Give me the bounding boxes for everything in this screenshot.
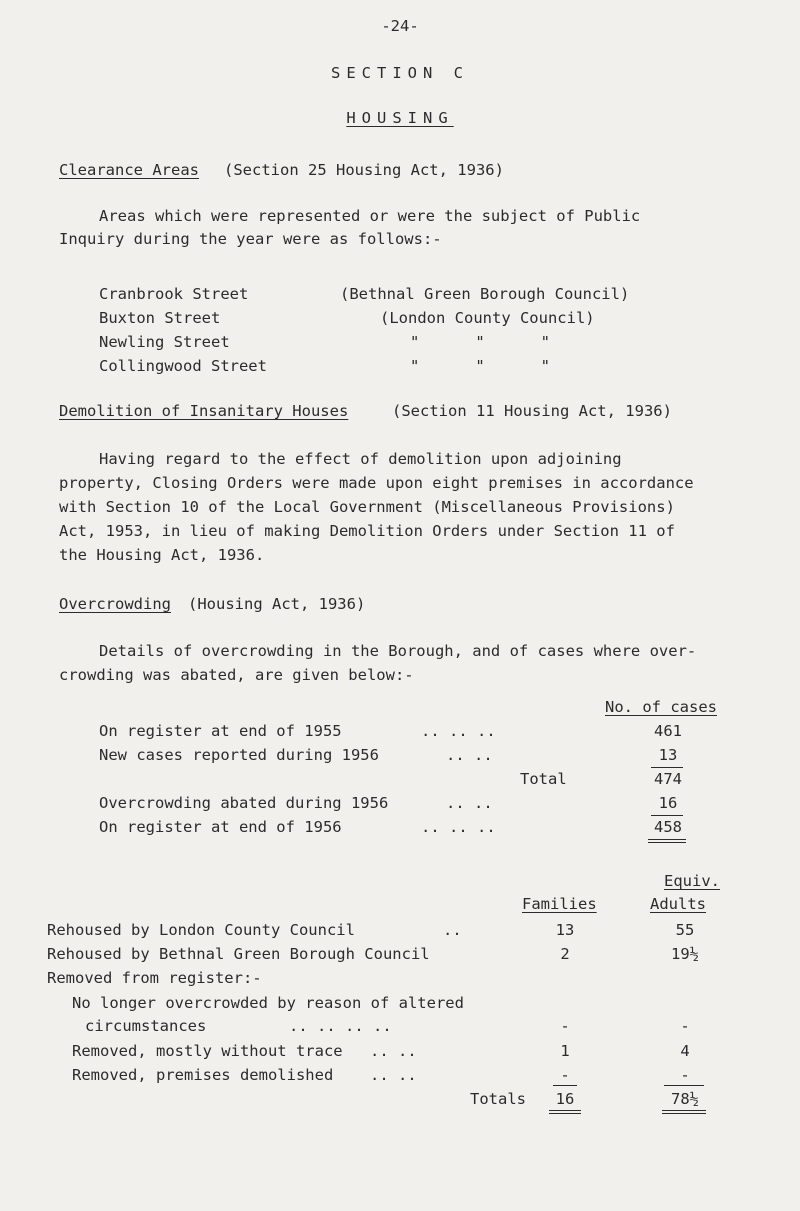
page-number: -24- — [381, 17, 419, 35]
overcrowding-intro-2: crowding was abated, are given below:- — [59, 666, 414, 684]
adults-value: 19½ — [671, 945, 699, 963]
area-authority: " " " — [410, 333, 550, 351]
cases-row-dots: .. .. — [446, 794, 493, 812]
families-value: - — [560, 1017, 570, 1035]
families-value: 13 — [555, 921, 575, 939]
cases-row-label: New cases reported during 1956 — [99, 746, 379, 764]
total-rule — [662, 1110, 706, 1111]
adults-value: 55 — [675, 921, 695, 939]
subtotal-rule — [553, 1085, 577, 1086]
equiv-header-2: Adults — [650, 895, 706, 913]
cases-row-dots: .. .. .. — [421, 722, 496, 740]
rehousing-row-label: Removed, premises demolished — [72, 1066, 334, 1084]
subtotal-rule — [664, 1085, 704, 1086]
rehousing-row-dots: .. .. — [370, 1066, 417, 1084]
cases-row-value: 458 — [654, 818, 682, 836]
overcrowding-intro-1: Details of overcrowding in the Borough, and of cases where over- — [99, 642, 697, 660]
rehousing-row-label: Rehoused by London County Council — [47, 921, 355, 939]
clearance-intro-2: Inquiry during the year were as follows:- — [59, 230, 442, 248]
demolition-para-line: with Section 10 of the Local Government (Miscellaneous Provisions) — [59, 498, 675, 516]
subtotal-rule — [651, 815, 683, 816]
section-title: SECTION C — [331, 64, 469, 82]
clearance-heading: Clearance Areas — [59, 161, 199, 179]
families-header: Families — [522, 895, 597, 913]
adults-value: - — [680, 1017, 690, 1035]
overcrowding-heading: Overcrowding — [59, 595, 171, 613]
rehousing-row-dots: .. .. — [370, 1042, 417, 1060]
area-street: Cranbrook Street — [99, 285, 249, 303]
area-street: Buxton Street — [99, 309, 221, 327]
cases-row-label: Overcrowding abated during 1956 — [99, 794, 389, 812]
adults-total: 78½ — [671, 1090, 699, 1108]
subtotal-rule — [651, 767, 683, 768]
rehousing-row-dots: .. .. .. .. — [289, 1017, 392, 1035]
adults-value: 4 — [680, 1042, 690, 1060]
cases-row-label: On register at end of 1955 — [99, 722, 342, 740]
area-authority: (London County Council) — [380, 309, 595, 327]
families-value: 2 — [560, 945, 570, 963]
rehousing-row-label: circumstances — [85, 1017, 207, 1035]
cases-row-label: On register at end of 1956 — [99, 818, 342, 836]
cases-row-dots: .. .. .. — [421, 818, 496, 836]
families-value: 1 — [560, 1042, 570, 1060]
demolition-para-line: Act, 1953, in lieu of making Demolition Orders under Section 11 of — [59, 522, 675, 540]
total-rule — [549, 1110, 581, 1111]
cases-total-label: Total — [520, 770, 567, 788]
demolition-para-line: Having regard to the effect of demolition upon adjoining — [99, 450, 622, 468]
clearance-intro-1: Areas which were represented or were the subject of Public — [99, 207, 641, 225]
area-authority: " " " — [410, 357, 550, 375]
equiv-header-1: Equiv. — [664, 872, 720, 890]
housing-heading: HOUSING — [346, 109, 454, 127]
overcrowding-ref: (Housing Act, 1936) — [188, 595, 366, 613]
adults-value: - — [680, 1066, 690, 1084]
families-value: - — [560, 1066, 570, 1084]
total-rule — [648, 839, 686, 840]
total-rule — [648, 842, 686, 843]
totals-label: Totals — [470, 1090, 526, 1108]
clearance-ref: (Section 25 Housing Act, 1936) — [224, 161, 504, 179]
demolition-heading: Demolition of Insanitary Houses — [59, 402, 349, 420]
cases-row-value: 474 — [654, 770, 682, 788]
demolition-ref: (Section 11 Housing Act, 1936) — [392, 402, 672, 420]
total-rule — [549, 1113, 581, 1114]
rehousing-row-label: Removed from register:- — [47, 969, 262, 987]
cases-row-value: 16 — [658, 794, 678, 812]
demolition-para-line: property, Closing Orders were made upon eight premises in accordance — [59, 474, 694, 492]
cases-row-dots: .. .. — [446, 746, 493, 764]
cases-row-value: 461 — [654, 722, 682, 740]
cases-row-value: 13 — [658, 746, 678, 764]
rehousing-row-label: No longer overcrowded by reason of altered — [72, 994, 464, 1012]
cases-column-header: No. of cases — [605, 698, 717, 716]
total-rule — [662, 1113, 706, 1114]
rehousing-row-label: Rehoused by Bethnal Green Borough Council — [47, 945, 430, 963]
rehousing-row-label: Removed, mostly without trace — [72, 1042, 343, 1060]
demolition-para-line: the Housing Act, 1936. — [59, 546, 265, 564]
area-authority: (Bethnal Green Borough Council) — [340, 285, 630, 303]
rehousing-row-dots: .. — [443, 921, 462, 939]
area-street: Newling Street — [99, 333, 230, 351]
area-street: Collingwood Street — [99, 357, 267, 375]
families-total: 16 — [555, 1090, 575, 1108]
